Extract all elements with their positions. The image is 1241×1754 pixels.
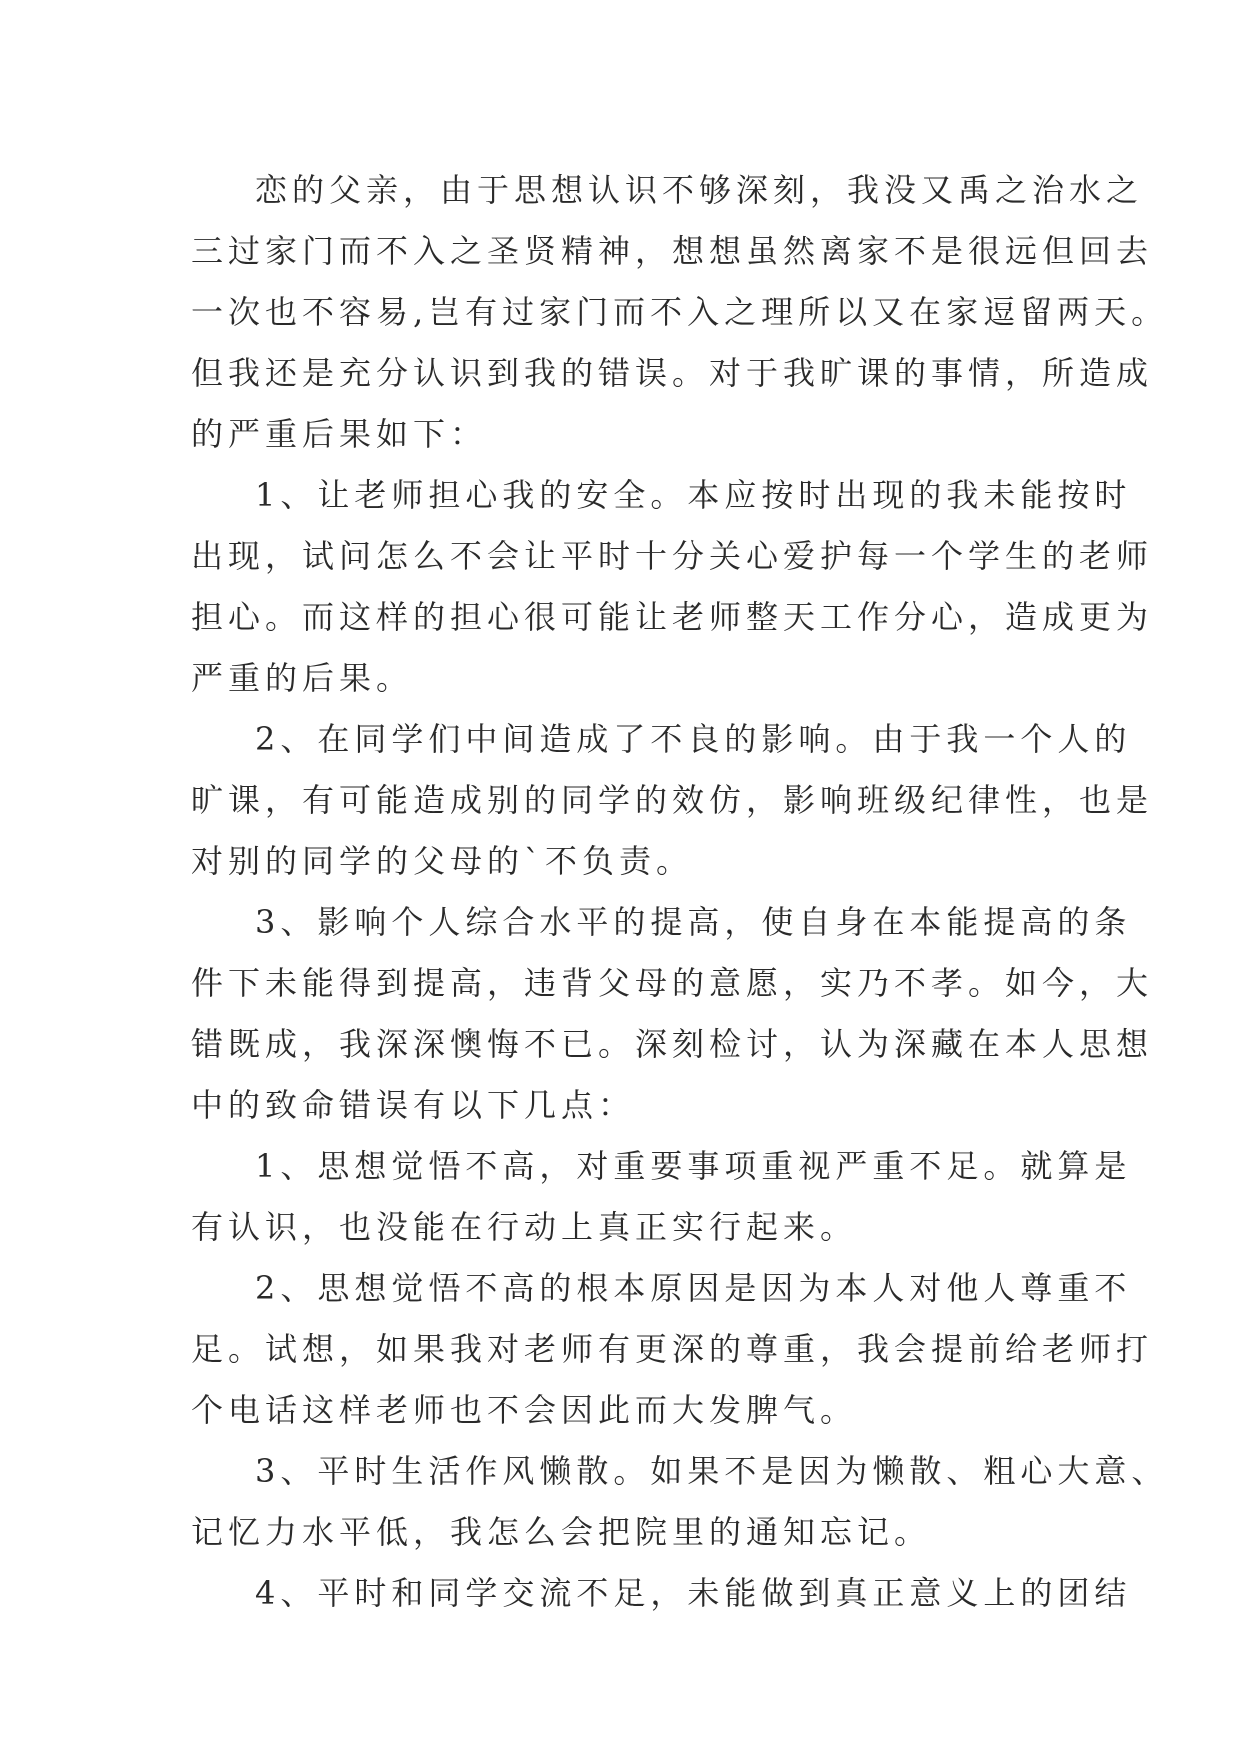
text-line: 中的致命错误有以下几点：	[191, 1086, 636, 1124]
text-line: 2、思想觉悟不高的根本原因是因为本人对他人尊重不	[255, 1269, 1132, 1307]
text-line: 有认识，也没能在行动上真正实行起来。	[191, 1208, 858, 1246]
text-line: 严重的后果。	[191, 659, 414, 697]
text-line: 出现，试问怎么不会让平时十分关心爱护每一个学生的老师	[191, 537, 1154, 575]
text-line: 1、让老师担心我的安全。本应按时出现的我未能按时	[255, 476, 1132, 514]
text-line: 足。试想，如果我对老师有更深的尊重，我会提前给老师打	[191, 1330, 1154, 1368]
text-line: 个电话这样老师也不会因此而大发脾气。	[191, 1391, 858, 1429]
text-line: 旷课，有可能造成别的同学的效仿，影响班级纪律性，也是	[191, 781, 1154, 819]
text-line: 4、平时和同学交流不足，未能做到真正意义上的团结	[255, 1574, 1132, 1612]
text-line: 3、平时生活作风懒散。如果不是因为懒散、粗心大意、	[255, 1452, 1169, 1490]
text-line: 的严重后果如下：	[191, 415, 488, 453]
document-body	[191, 160, 1169, 1624]
text-line: 三过家门而不入之圣贤精神，想想虽然离家不是很远但回去	[191, 232, 1154, 270]
text-line: 担心。而这样的担心很可能让老师整天工作分心，造成更为	[191, 598, 1154, 636]
text-line: 但我还是充分认识到我的错误。对于我旷课的事情，所造成	[191, 354, 1154, 392]
text-line: 错既成，我深深懊悔不已。深刻检讨，认为深藏在本人思想	[191, 1025, 1154, 1063]
text-line: 1、思想觉悟不高，对重要事项重视严重不足。就算是	[255, 1147, 1132, 1185]
text-line: 件下未能得到提高，违背父母的意愿，实乃不孝。如今，大	[191, 964, 1154, 1002]
text-line: 一次也不容易,岂有过家门而不入之理所以又在家逗留两天。	[191, 293, 1169, 331]
text-line: 记忆力水平低，我怎么会把院里的通知忘记。	[191, 1513, 932, 1551]
text-line: 对别的同学的父母的`不负责。	[191, 842, 694, 880]
text-line: 2、在同学们中间造成了不良的影响。由于我一个人的	[255, 720, 1132, 758]
text-line: 3、影响个人综合水平的提高，使自身在本能提高的条	[255, 903, 1132, 941]
text-line: 恋的父亲，由于思想认识不够深刻，我没又禹之治水之	[255, 171, 1144, 209]
